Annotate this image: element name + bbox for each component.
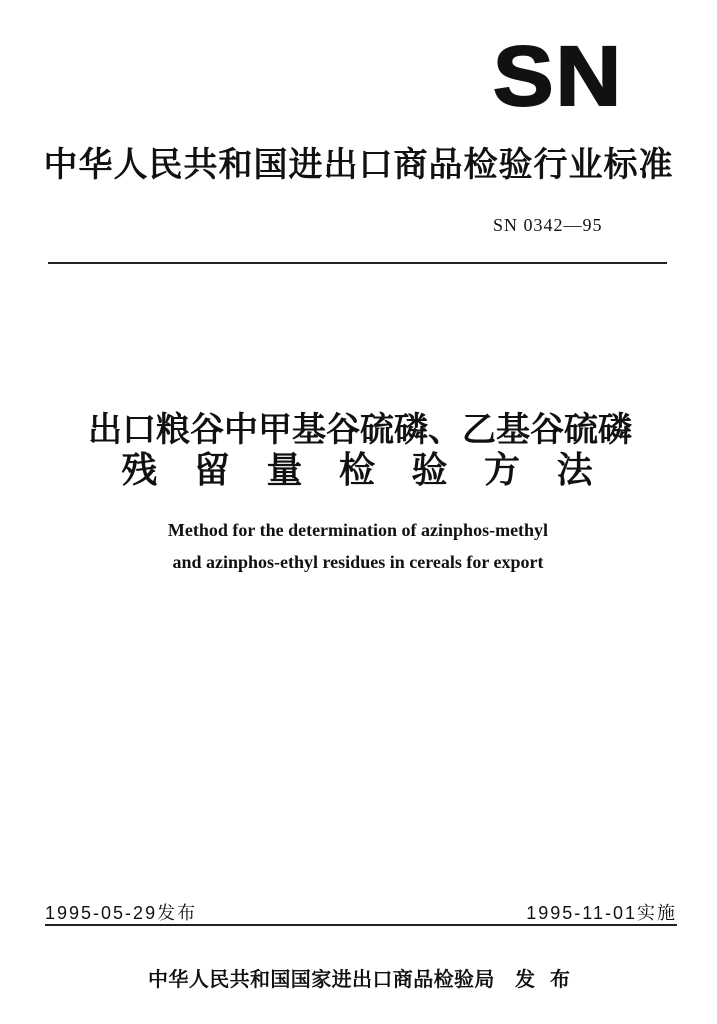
publisher-name: 中华人民共和国国家进出口商品检验局 <box>148 967 495 991</box>
sn-logo: SN <box>493 29 624 123</box>
chinese-title-line-1: 出口粮谷中甲基谷硫磷、乙基谷硫磷 <box>88 410 632 450</box>
english-title-line-1: Method for the determination of azinphos-methyl <box>167 520 549 540</box>
chinese-title-line-2: 残 留 量 检 验 方 法 <box>121 450 605 491</box>
standard-number: SN 0342—95 <box>493 215 603 235</box>
issue-date: 1995-05-29发布 <box>45 903 198 923</box>
footer-rule <box>45 924 677 926</box>
publish-label: 发 布 <box>515 967 574 991</box>
standard-category-heading: 中华人民共和国进出口商品检验行业标准 <box>43 145 674 185</box>
effective-date: 1995-11-01实施 <box>526 903 677 923</box>
english-title-line-2: and azinphos-ethyl residues in cereals for export <box>172 552 544 572</box>
header-rule <box>48 262 667 264</box>
